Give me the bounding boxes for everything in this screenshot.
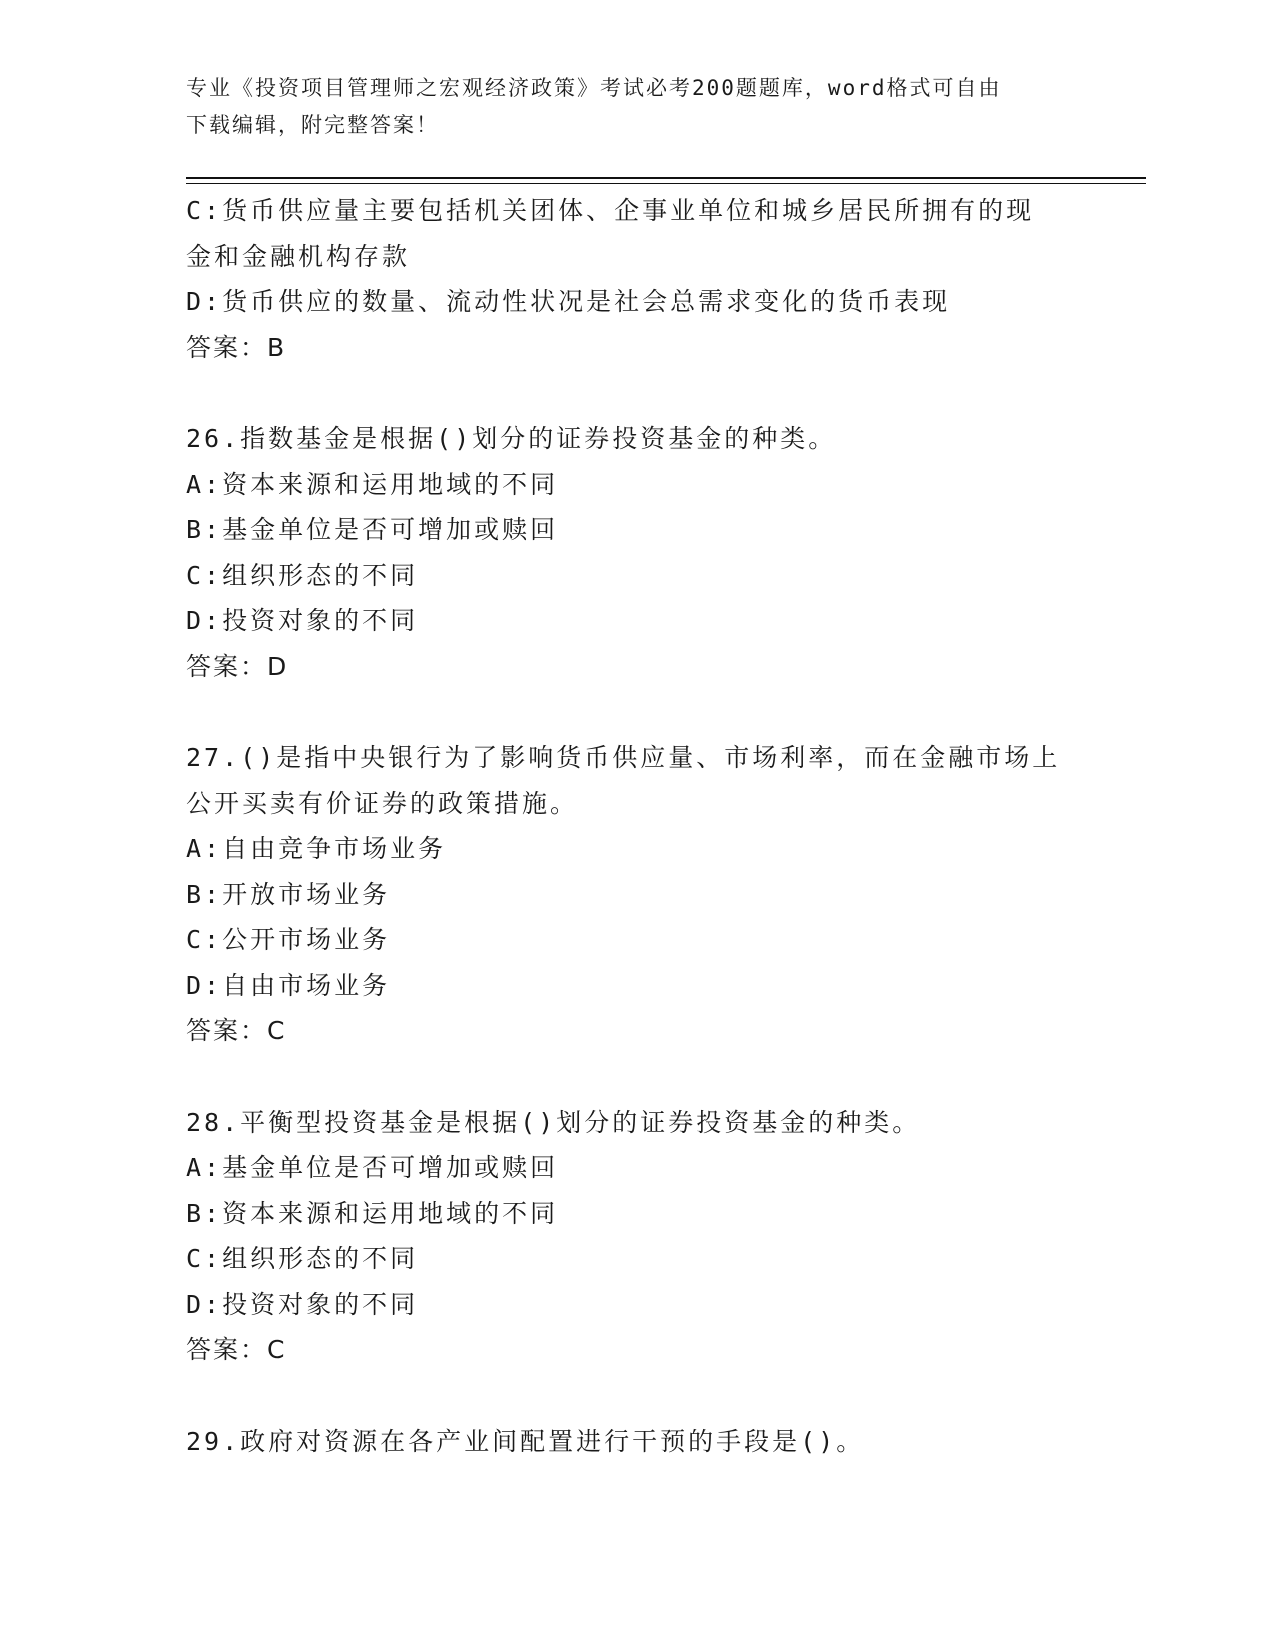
option-c-wrap: 金和金融机构存款	[186, 241, 411, 271]
option-text: 投资对象的不同	[222, 1289, 419, 1319]
option-label: C:	[186, 925, 223, 954]
header-line-1: 专业《投资项目管理师之宏观经济政策》考试必考200题题库，word格式可自由	[186, 76, 1002, 100]
question-stem-wrap: 公开买卖有价证券的政策措施。	[186, 788, 579, 818]
option-d	[186, 963, 1086, 1009]
option-text: 自由市场业务	[222, 970, 391, 1000]
option-label: D:	[186, 1289, 223, 1319]
question-29	[186, 1419, 1086, 1465]
answer: 答案：C	[186, 1335, 287, 1364]
option-c	[186, 188, 1086, 234]
option-d	[186, 598, 1086, 644]
option-label: D:	[186, 606, 223, 635]
answer: 答案：D	[186, 651, 289, 681]
header-divider-thick	[186, 177, 1146, 179]
document-header	[186, 70, 1066, 144]
option-text: 公开市场业务	[222, 925, 391, 954]
option-label: C:	[186, 1244, 223, 1273]
option-label: D:	[186, 287, 223, 316]
option-text: 资本来源和运用地域的不同	[222, 1198, 559, 1228]
option-label: B:	[186, 515, 223, 544]
question-28	[186, 1100, 1086, 1373]
option-d	[186, 1282, 1086, 1328]
spacer	[186, 1054, 1086, 1100]
option-c	[186, 553, 1086, 599]
option-d	[186, 279, 1086, 325]
spacer	[186, 689, 1086, 735]
question-stem: 27.()是指中央银行为了影响货币供应量、市场利率，而在金融市场上	[186, 743, 1061, 772]
answer: 答案：B	[186, 332, 287, 362]
question-26	[186, 416, 1086, 689]
option-label: A:	[186, 834, 223, 863]
option-text: 货币供应的数量、流动性状况是社会总需求变化的货币表现	[222, 287, 951, 316]
option-text: 开放市场业务	[222, 879, 391, 909]
option-text: 投资对象的不同	[222, 606, 419, 635]
header-divider-thin	[186, 183, 1146, 184]
option-label: D:	[186, 970, 223, 1000]
option-text: 货币供应量主要包括机关团体、企事业单位和城乡居民所拥有的现	[222, 196, 1035, 225]
option-c	[186, 1236, 1086, 1282]
header-line-2: 下载编辑，附完整答案！	[186, 113, 439, 137]
option-label: B:	[186, 879, 223, 909]
option-label: C:	[186, 196, 223, 225]
option-a	[186, 1145, 1086, 1191]
answer: 答案：C	[186, 1016, 287, 1045]
option-c	[186, 917, 1086, 963]
option-label: A:	[186, 469, 223, 499]
option-b	[186, 507, 1086, 553]
option-b	[186, 1191, 1086, 1237]
question-25-continuation	[186, 188, 1086, 370]
question-stem: 29.政府对资源在各产业间配置进行干预的手段是()。	[186, 1426, 865, 1456]
option-b	[186, 872, 1086, 918]
option-text: 资本来源和运用地域的不同	[222, 469, 559, 499]
option-text: 组织形态的不同	[222, 1244, 419, 1273]
spacer	[186, 370, 1086, 416]
option-a	[186, 826, 1086, 872]
option-text: 自由竞争市场业务	[222, 834, 447, 863]
question-content	[186, 188, 1086, 1464]
option-label: C:	[186, 560, 223, 590]
option-label: A:	[186, 1153, 223, 1182]
spacer	[186, 1373, 1086, 1419]
option-label: B:	[186, 1198, 223, 1228]
option-a	[186, 462, 1086, 508]
question-stem: 28.平衡型投资基金是根据()划分的证券投资基金的种类。	[186, 1107, 921, 1137]
option-text: 基金单位是否可增加或赎回	[222, 515, 559, 544]
option-text: 组织形态的不同	[222, 560, 419, 590]
question-stem: 26.指数基金是根据()划分的证券投资基金的种类。	[186, 424, 837, 453]
question-27	[186, 735, 1086, 1054]
option-text: 基金单位是否可增加或赎回	[222, 1153, 559, 1182]
